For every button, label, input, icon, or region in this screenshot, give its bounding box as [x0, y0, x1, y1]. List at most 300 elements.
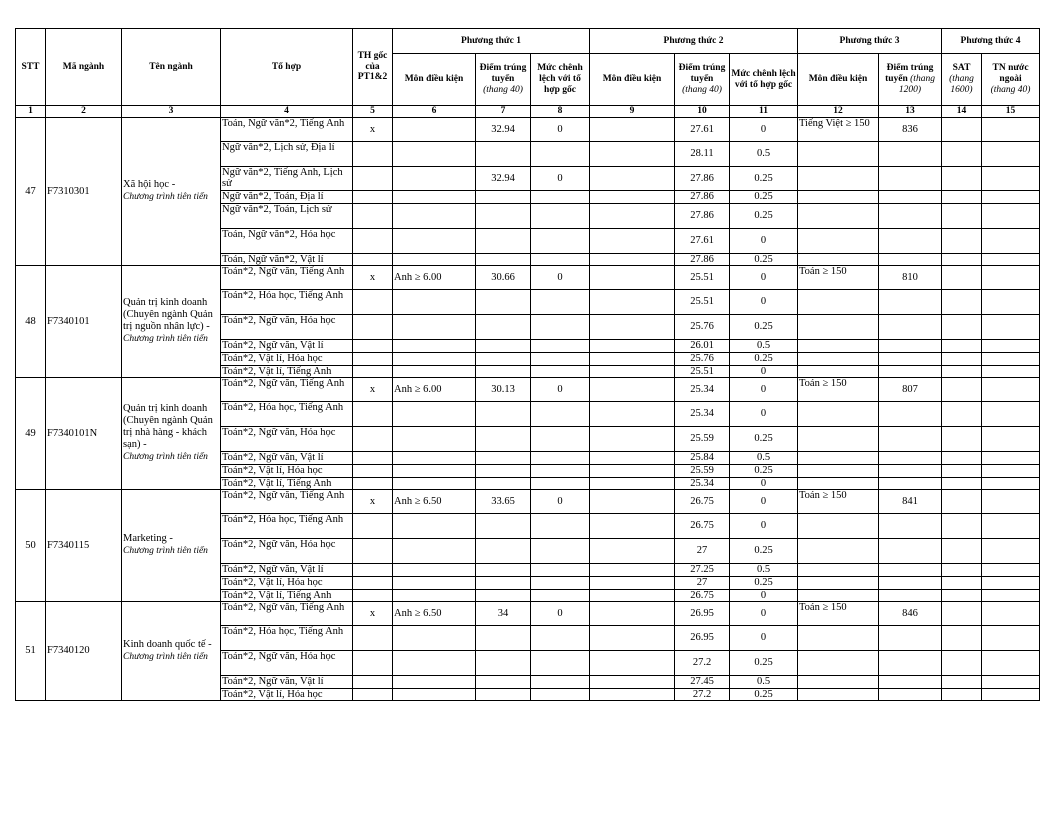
pt1-chenh-cell	[531, 426, 590, 451]
program-rows	[16, 117, 1040, 700]
sat-cell	[942, 489, 982, 513]
combo-cell: Toán*2, Ngữ văn, Tiếng Anh	[221, 601, 353, 625]
combo-cell: Toán*2, Hóa học, Tiếng Anh	[221, 289, 353, 314]
goc-cell: x	[353, 265, 393, 289]
goc-cell	[353, 650, 393, 675]
pt2-diem-cell: 28.11	[675, 141, 730, 166]
pt3-mon-cell: Toán ≥ 150	[798, 601, 879, 625]
sat-cell	[942, 688, 982, 700]
tn-cell	[982, 265, 1040, 289]
pt3-mon-cell	[798, 228, 879, 253]
pt2-chenh-cell: 0	[730, 117, 798, 141]
pt1-diem-cell	[476, 289, 531, 314]
pt3-diem-cell	[879, 141, 942, 166]
program-name-text: Quản trị kinh doanh (Chuyên ngành Quản trị nhà hàng - khách sạn) -	[123, 403, 213, 451]
pt1-diem-cell	[476, 339, 531, 352]
pt1-mon-cell	[393, 513, 476, 538]
pt1-chenh-cell	[531, 477, 590, 489]
program-name	[122, 117, 221, 265]
tn-cell	[982, 650, 1040, 675]
pt2-mon-cell	[590, 563, 675, 576]
pt3-mon-cell	[798, 352, 879, 365]
header-pt2-scale: (thang 40)	[682, 84, 722, 95]
pt3-diem-cell: 810	[879, 265, 942, 289]
column-number: 12	[798, 106, 879, 118]
program-stt: 51	[16, 601, 46, 700]
pt1-diem-cell	[476, 401, 531, 426]
pt1-diem-cell: 32.94	[476, 117, 531, 141]
pt2-mon-cell	[590, 352, 675, 365]
pt1-mon-cell	[393, 190, 476, 203]
pt1-chenh-cell	[531, 203, 590, 228]
pt1-mon-cell	[393, 589, 476, 601]
header-pt3-diem	[879, 54, 942, 106]
program-code: F7310301	[46, 117, 122, 265]
pt2-mon-cell	[590, 365, 675, 377]
pt2-chenh-cell: 0.25	[730, 253, 798, 265]
header-pt3-scale: (thang 1200)	[898, 74, 935, 95]
combo-cell: Toán*2, Hóa học, Tiếng Anh	[221, 625, 353, 650]
pt2-diem-cell: 25.51	[675, 265, 730, 289]
pt3-diem-cell	[879, 228, 942, 253]
sat-cell	[942, 253, 982, 265]
tn-cell	[982, 352, 1040, 365]
pt1-chenh-cell	[531, 675, 590, 688]
pt1-mon-cell: Anh ≥ 6.50	[393, 601, 476, 625]
pt3-mon-cell	[798, 314, 879, 339]
combo-cell: Toán*2, Ngữ văn, Tiếng Anh	[221, 377, 353, 401]
tn-cell	[982, 451, 1040, 464]
tn-cell	[982, 190, 1040, 203]
pt3-mon-cell	[798, 589, 879, 601]
pt3-mon-cell: Toán ≥ 150	[798, 377, 879, 401]
pt1-diem-cell	[476, 451, 531, 464]
table-row	[16, 265, 1040, 289]
pt1-diem-cell: 34	[476, 601, 531, 625]
pt2-mon-cell	[590, 141, 675, 166]
pt1-mon-cell	[393, 576, 476, 589]
pt3-diem-cell	[879, 688, 942, 700]
tn-cell	[982, 563, 1040, 576]
pt1-diem-cell	[476, 314, 531, 339]
pt1-diem-cell: 33.65	[476, 489, 531, 513]
pt1-chenh-cell: 0	[531, 117, 590, 141]
pt2-mon-cell	[590, 477, 675, 489]
pt1-chenh-cell	[531, 314, 590, 339]
pt1-chenh-cell: 0	[531, 489, 590, 513]
pt2-diem-cell: 27.86	[675, 166, 730, 190]
pt1-diem-cell	[476, 203, 531, 228]
pt2-diem-cell: 27.86	[675, 190, 730, 203]
pt1-mon-cell	[393, 339, 476, 352]
pt1-mon-cell	[393, 563, 476, 576]
header-pt2-chenh-lech: Mức chênh lệch với tổ hợp gốc	[730, 54, 798, 106]
tn-cell	[982, 253, 1040, 265]
pt2-mon-cell	[590, 589, 675, 601]
tn-cell	[982, 675, 1040, 688]
pt2-chenh-cell: 0.25	[730, 538, 798, 563]
combo-cell: Toán*2, Vật lí, Hóa học	[221, 576, 353, 589]
pt1-diem-cell	[476, 650, 531, 675]
goc-cell	[353, 477, 393, 489]
pt1-mon-cell: Anh ≥ 6.00	[393, 265, 476, 289]
pt1-chenh-cell	[531, 228, 590, 253]
column-number: 9	[590, 106, 675, 118]
pt1-mon-cell	[393, 228, 476, 253]
combo-cell: Ngữ văn*2, Tiếng Anh, Lịch sử	[221, 166, 353, 190]
combo-cell: Toán*2, Ngữ văn, Vật lí	[221, 339, 353, 352]
pt1-mon-cell	[393, 625, 476, 650]
column-number: 4	[221, 106, 353, 118]
column-number: 6	[393, 106, 476, 118]
pt2-mon-cell	[590, 339, 675, 352]
pt3-mon-cell	[798, 538, 879, 563]
pt2-mon-cell	[590, 451, 675, 464]
pt2-mon-cell	[590, 601, 675, 625]
table-row	[16, 377, 1040, 401]
combo-cell: Toán, Ngữ văn*2, Vật lí	[221, 253, 353, 265]
pt2-diem-cell: 27.45	[675, 675, 730, 688]
sat-cell	[942, 513, 982, 538]
pt3-diem-cell	[879, 289, 942, 314]
pt3-mon-cell	[798, 563, 879, 576]
header-phuong-thuc-1: Phương thức 1	[393, 29, 590, 54]
pt3-diem-cell	[879, 339, 942, 352]
pt1-chenh-cell	[531, 464, 590, 477]
pt1-mon-cell	[393, 253, 476, 265]
program-stt: 50	[16, 489, 46, 601]
pt3-diem-cell	[879, 589, 942, 601]
pt3-diem-cell	[879, 477, 942, 489]
combo-cell: Toán*2, Ngữ văn, Hóa học	[221, 538, 353, 563]
pt2-diem-cell: 26.75	[675, 489, 730, 513]
pt1-diem-cell: 30.66	[476, 265, 531, 289]
pt2-chenh-cell: 0	[730, 365, 798, 377]
header-phuong-thuc-4: Phương thức 4	[942, 29, 1040, 54]
pt2-mon-cell	[590, 650, 675, 675]
goc-cell	[353, 688, 393, 700]
pt2-diem-cell: 25.34	[675, 377, 730, 401]
combo-cell: Toán*2, Ngữ văn, Vật lí	[221, 675, 353, 688]
pt2-chenh-cell: 0.5	[730, 451, 798, 464]
pt2-chenh-cell: 0.25	[730, 650, 798, 675]
goc-cell	[353, 203, 393, 228]
program-code: F7340120	[46, 601, 122, 700]
header-ma-nganh: Mã ngành	[46, 29, 122, 106]
pt1-diem-cell	[476, 141, 531, 166]
tn-cell	[982, 464, 1040, 477]
pt1-mon-cell	[393, 464, 476, 477]
pt1-diem-cell	[476, 563, 531, 576]
pt1-diem-cell	[476, 253, 531, 265]
pt2-diem-cell: 27.86	[675, 253, 730, 265]
pt2-mon-cell	[590, 203, 675, 228]
goc-cell	[353, 451, 393, 464]
goc-cell	[353, 314, 393, 339]
pt2-mon-cell	[590, 464, 675, 477]
header-ten-nganh: Tên ngành	[122, 29, 221, 106]
column-number: 10	[675, 106, 730, 118]
tn-cell	[982, 289, 1040, 314]
pt3-diem-cell	[879, 513, 942, 538]
pt2-mon-cell	[590, 228, 675, 253]
combo-cell: Toán*2, Hóa học, Tiếng Anh	[221, 513, 353, 538]
goc-cell	[353, 426, 393, 451]
tn-cell	[982, 601, 1040, 625]
goc-cell: x	[353, 489, 393, 513]
combo-cell: Toán*2, Vật lí, Tiếng Anh	[221, 365, 353, 377]
sat-cell	[942, 601, 982, 625]
pt3-mon-cell	[798, 401, 879, 426]
program-code: F7340115	[46, 489, 122, 601]
goc-cell	[353, 352, 393, 365]
tn-cell	[982, 489, 1040, 513]
pt1-diem-cell	[476, 464, 531, 477]
pt2-diem-cell: 25.84	[675, 451, 730, 464]
pt1-diem-cell: 32.94	[476, 166, 531, 190]
pt2-mon-cell	[590, 253, 675, 265]
goc-cell	[353, 589, 393, 601]
program-name	[122, 265, 221, 377]
pt2-diem-cell: 26.95	[675, 601, 730, 625]
tn-cell	[982, 589, 1040, 601]
pt2-mon-cell	[590, 675, 675, 688]
column-number: 3	[122, 106, 221, 118]
header-to-hop: Tổ hợp	[221, 29, 353, 106]
pt2-chenh-cell: 0	[730, 601, 798, 625]
combo-cell: Toán*2, Ngữ văn, Vật lí	[221, 563, 353, 576]
column-number: 5	[353, 106, 393, 118]
sat-cell	[942, 625, 982, 650]
pt1-chenh-cell	[531, 352, 590, 365]
pt2-mon-cell	[590, 538, 675, 563]
tn-cell	[982, 141, 1040, 166]
pt1-chenh-cell	[531, 563, 590, 576]
combo-cell: Toán*2, Vật lí, Hóa học	[221, 688, 353, 700]
pt3-diem-cell: 807	[879, 377, 942, 401]
pt1-mon-cell	[393, 426, 476, 451]
pt1-diem-cell	[476, 352, 531, 365]
program-name-italic: Chương trình tiên tiến	[123, 334, 208, 345]
pt2-chenh-cell: 0.5	[730, 339, 798, 352]
pt1-mon-cell	[393, 314, 476, 339]
pt3-diem-cell	[879, 203, 942, 228]
pt2-diem-cell: 26.01	[675, 339, 730, 352]
combo-cell: Toán*2, Vật lí, Hóa học	[221, 464, 353, 477]
tn-cell	[982, 339, 1040, 352]
pt1-chenh-cell: 0	[531, 601, 590, 625]
pt3-diem-cell	[879, 401, 942, 426]
pt3-diem-cell	[879, 314, 942, 339]
pt1-mon-cell	[393, 352, 476, 365]
program-name-text: Quản trị kinh doanh (Chuyên ngành Quản trị nguồn nhân lực) -	[123, 297, 213, 333]
goc-cell	[353, 625, 393, 650]
program-stt: 48	[16, 265, 46, 377]
pt2-diem-cell: 27.86	[675, 203, 730, 228]
pt3-diem-cell: 846	[879, 601, 942, 625]
goc-cell: x	[353, 601, 393, 625]
pt1-diem-cell	[476, 625, 531, 650]
combo-cell: Toán*2, Vật lí, Tiếng Anh	[221, 477, 353, 489]
pt1-diem-cell	[476, 589, 531, 601]
pt3-mon-cell	[798, 675, 879, 688]
column-number: 1	[16, 106, 46, 118]
pt3-diem-cell	[879, 190, 942, 203]
combo-cell: Toán*2, Vật lí, Tiếng Anh	[221, 589, 353, 601]
pt1-chenh-cell: 0	[531, 265, 590, 289]
pt3-mon-cell: Tiếng Việt ≥ 150	[798, 117, 879, 141]
header-sat	[942, 54, 982, 106]
tn-cell	[982, 401, 1040, 426]
pt1-mon-cell	[393, 675, 476, 688]
pt1-diem-cell	[476, 365, 531, 377]
pt3-mon-cell	[798, 339, 879, 352]
pt3-diem-cell	[879, 563, 942, 576]
goc-cell	[353, 513, 393, 538]
pt2-mon-cell	[590, 688, 675, 700]
pt3-mon-cell	[798, 451, 879, 464]
pt1-mon-cell	[393, 117, 476, 141]
pt3-diem-cell	[879, 166, 942, 190]
pt3-mon-cell	[798, 688, 879, 700]
header-pt3-mon-dieu-kien: Môn điều kiện	[798, 54, 879, 106]
sat-cell	[942, 675, 982, 688]
header-pt3-diem-label: Điểm trúng tuyển	[885, 63, 934, 85]
combo-cell: Ngữ văn*2, Toán, Lịch sử	[221, 203, 353, 228]
goc-cell	[353, 563, 393, 576]
pt3-mon-cell	[798, 203, 879, 228]
pt1-chenh-cell: 0	[531, 166, 590, 190]
goc-cell	[353, 576, 393, 589]
pt1-chenh-cell	[531, 589, 590, 601]
goc-cell	[353, 289, 393, 314]
pt1-mon-cell	[393, 650, 476, 675]
tn-cell	[982, 538, 1040, 563]
combo-cell: Ngữ văn*2, Toán, Địa lí	[221, 190, 353, 203]
pt3-mon-cell	[798, 141, 879, 166]
goc-cell: x	[353, 377, 393, 401]
pt2-mon-cell	[590, 314, 675, 339]
header-sat-scale: (thang 1600)	[949, 74, 974, 95]
pt1-mon-cell	[393, 365, 476, 377]
combo-cell: Ngữ văn*2, Lịch sử, Địa lí	[221, 141, 353, 166]
pt2-chenh-cell: 0	[730, 265, 798, 289]
sat-cell	[942, 451, 982, 464]
goc-cell	[353, 228, 393, 253]
program-stt: 47	[16, 117, 46, 265]
pt2-diem-cell: 27.61	[675, 117, 730, 141]
pt2-diem-cell: 25.59	[675, 464, 730, 477]
pt2-chenh-cell: 0.25	[730, 166, 798, 190]
pt3-diem-cell	[879, 365, 942, 377]
pt2-mon-cell	[590, 166, 675, 190]
pt2-diem-cell: 25.59	[675, 426, 730, 451]
program-name-italic: Chương trình tiên tiến	[123, 651, 208, 662]
pt2-chenh-cell: 0.25	[730, 426, 798, 451]
pt2-mon-cell	[590, 190, 675, 203]
table-row	[16, 601, 1040, 625]
pt2-chenh-cell: 0.25	[730, 314, 798, 339]
header-pt1-chenh-lech: Mức chênh lệch với tổ hợp gốc	[531, 54, 590, 106]
header-pt1-mon-dieu-kien: Môn điều kiện	[393, 54, 476, 106]
pt2-chenh-cell: 0	[730, 513, 798, 538]
pt2-diem-cell: 25.34	[675, 401, 730, 426]
tn-cell	[982, 166, 1040, 190]
pt3-mon-cell	[798, 289, 879, 314]
pt3-mon-cell	[798, 464, 879, 477]
header-stt: STT	[16, 29, 46, 106]
tn-cell	[982, 576, 1040, 589]
pt1-diem-cell	[476, 538, 531, 563]
pt3-mon-cell	[798, 477, 879, 489]
pt1-chenh-cell	[531, 625, 590, 650]
sat-cell	[942, 166, 982, 190]
tn-cell	[982, 513, 1040, 538]
pt1-chenh-cell	[531, 401, 590, 426]
program-stt: 49	[16, 377, 46, 489]
pt3-mon-cell	[798, 650, 879, 675]
pt1-chenh-cell	[531, 253, 590, 265]
pt1-chenh-cell	[531, 365, 590, 377]
pt3-mon-cell	[798, 166, 879, 190]
tn-cell	[982, 426, 1040, 451]
column-number: 15	[982, 106, 1040, 118]
program-name	[122, 489, 221, 601]
goc-cell	[353, 675, 393, 688]
tn-cell	[982, 688, 1040, 700]
pt1-mon-cell	[393, 401, 476, 426]
tn-cell	[982, 228, 1040, 253]
combo-cell: Toán*2, Ngữ văn, Tiếng Anh	[221, 265, 353, 289]
pt2-chenh-cell: 0	[730, 489, 798, 513]
sat-cell	[942, 576, 982, 589]
header-pt1-diem	[476, 54, 531, 106]
pt2-diem-cell: 26.75	[675, 589, 730, 601]
goc-cell	[353, 253, 393, 265]
pt1-mon-cell	[393, 688, 476, 700]
pt1-diem-cell	[476, 426, 531, 451]
pt2-diem-cell: 26.95	[675, 625, 730, 650]
header-pt2-diem	[675, 54, 730, 106]
pt2-diem-cell: 27.61	[675, 228, 730, 253]
pt2-mon-cell	[590, 289, 675, 314]
pt3-mon-cell	[798, 253, 879, 265]
sat-cell	[942, 650, 982, 675]
pt2-mon-cell	[590, 576, 675, 589]
goc-cell	[353, 166, 393, 190]
pt2-chenh-cell: 0.25	[730, 190, 798, 203]
pt1-diem-cell	[476, 576, 531, 589]
sat-cell	[942, 464, 982, 477]
sat-cell	[942, 314, 982, 339]
sat-cell	[942, 401, 982, 426]
column-number: 7	[476, 106, 531, 118]
pt1-chenh-cell	[531, 339, 590, 352]
pt1-chenh-cell	[531, 289, 590, 314]
header-tn-nuoc-ngoai	[982, 54, 1040, 106]
pt2-mon-cell	[590, 625, 675, 650]
header-sat-label: SAT	[952, 63, 971, 74]
column-number: 14	[942, 106, 982, 118]
table-row	[16, 489, 1040, 513]
pt2-diem-cell: 27.2	[675, 650, 730, 675]
goc-cell	[353, 464, 393, 477]
combo-cell: Toán*2, Hóa học, Tiếng Anh	[221, 401, 353, 426]
program-name	[122, 601, 221, 700]
pt3-mon-cell: Toán ≥ 150	[798, 265, 879, 289]
program-name-text: Xã hội học -	[123, 179, 176, 191]
pt1-mon-cell	[393, 538, 476, 563]
